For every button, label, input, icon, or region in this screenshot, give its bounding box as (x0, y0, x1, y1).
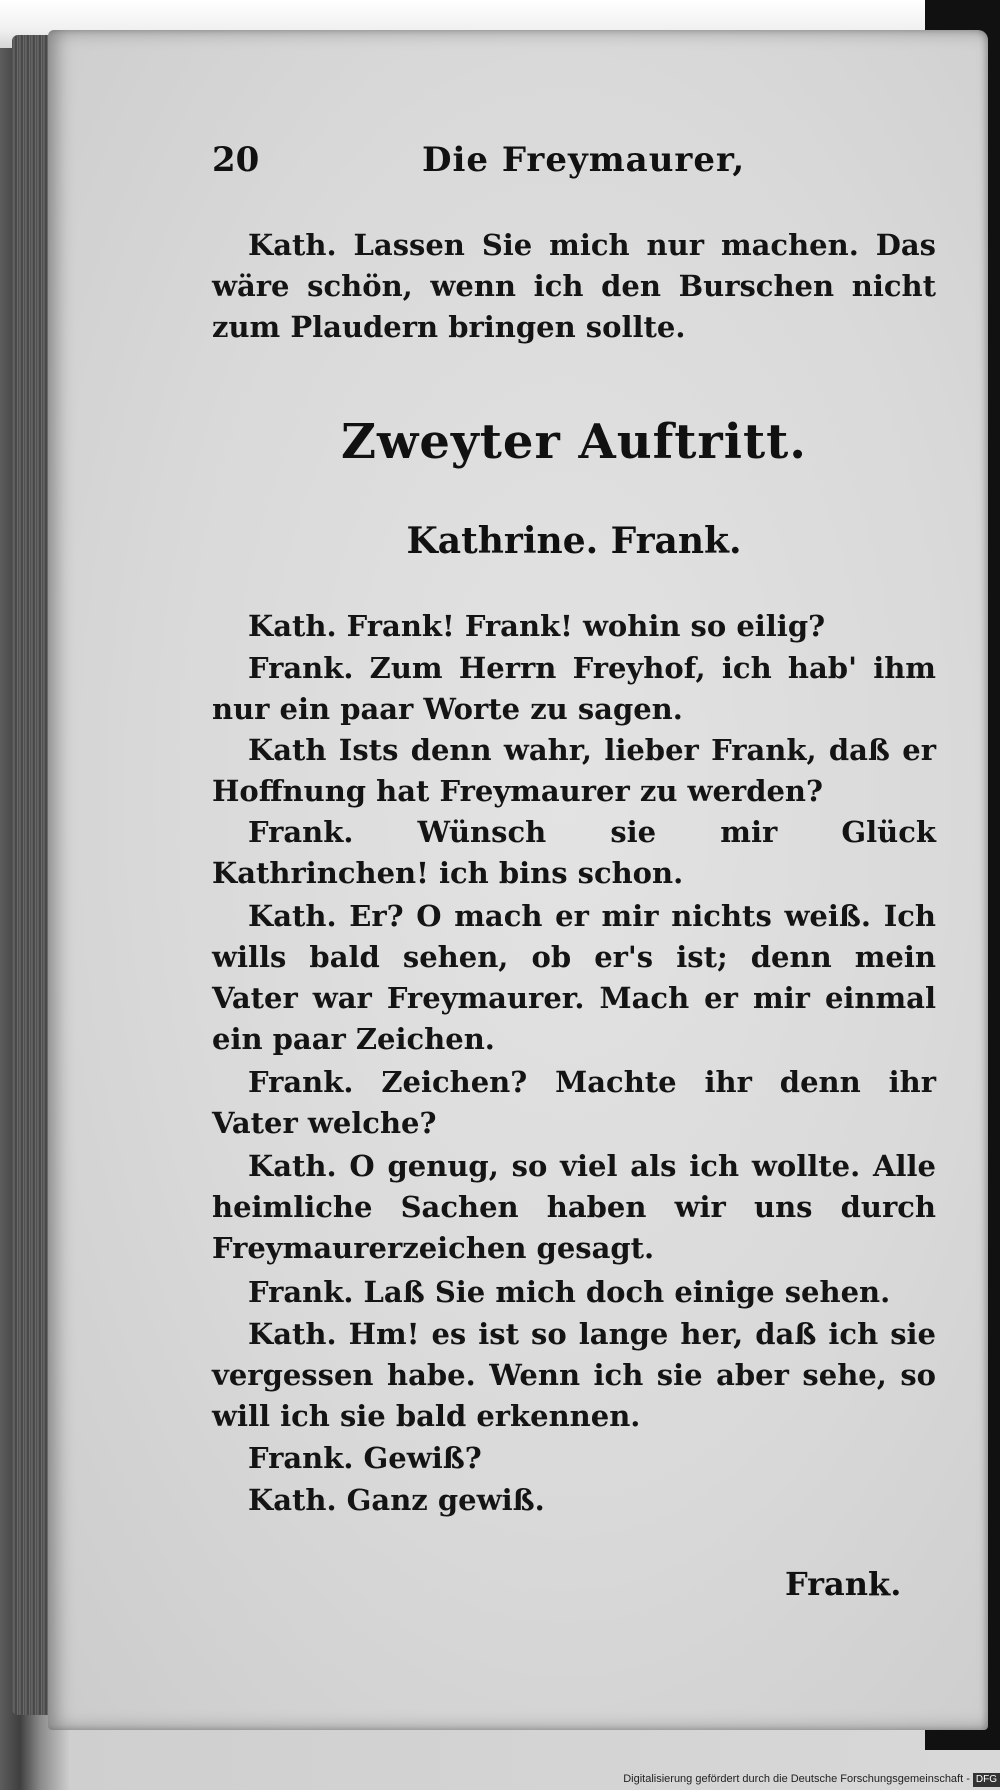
dfg-logo: DFG (973, 1773, 1000, 1787)
dialogue-line: Frank. Laß Sie mich doch einige sehen. (248, 1275, 891, 1309)
dialogue-line: Frank. Zum Herrn Freyhof, ich hab' ihm nur ein paar Worte zu sagen. (212, 651, 936, 726)
page-number: 20 (212, 140, 260, 180)
dialogue-line: Kath. O genug, so viel als ich wollte. Alle heimliche Sachen haben wir uns durch Freymaurerzeichen gesagt. (212, 1149, 936, 1265)
scene-title: Zweyter Auftritt. (340, 414, 808, 470)
page-header (212, 140, 936, 190)
digitization-footer (600, 1768, 1000, 1790)
dialogue-line: Frank. Wünsch sie mir Glück Kathrinchen! ich bins schon. (212, 815, 936, 890)
dialogue-line: Kath. Er? O mach er mir nichts weiß. Ich wills bald sehen, ob er's ist; denn mein Vater war Freymaurer. Mach er mir einmal ein paar Zeichen. (212, 899, 936, 1056)
dialogue-line: Kath Ists denn wahr, lieber Frank, daß er Hoffnung hat Freymaurer zu werden? (212, 733, 936, 808)
scene-characters: Kathrine. Frank. (406, 520, 742, 562)
paragraph: Kath. Lassen Sie mich nur machen. Das wäre schön, wenn ich den Burschen nicht zum Plaudern bringen sollte. (212, 228, 936, 344)
catchword: Frank. (785, 1565, 902, 1603)
running-head: Die Freymaurer, (422, 140, 746, 180)
dialogue-line: Kath. Frank! Frank! wohin so eilig? (248, 609, 826, 643)
dialogue-line: Kath. Hm! es ist so lange her, daß ich sie vergessen habe. Wenn ich sie aber sehe, so will ich sie bald erkennen. (212, 1317, 936, 1433)
footer-text: Digitalisierung gefördert durch die Deutsche Forschungsgemeinschaft - (623, 1773, 970, 1785)
dialogue-line: Kath. Ganz gewiß. (248, 1483, 545, 1517)
dialogue-line: Frank. Gewiß? (248, 1441, 482, 1475)
dialogue-line: Frank. Zeichen? Machte ihr denn ihr Vater welche? (212, 1065, 936, 1140)
